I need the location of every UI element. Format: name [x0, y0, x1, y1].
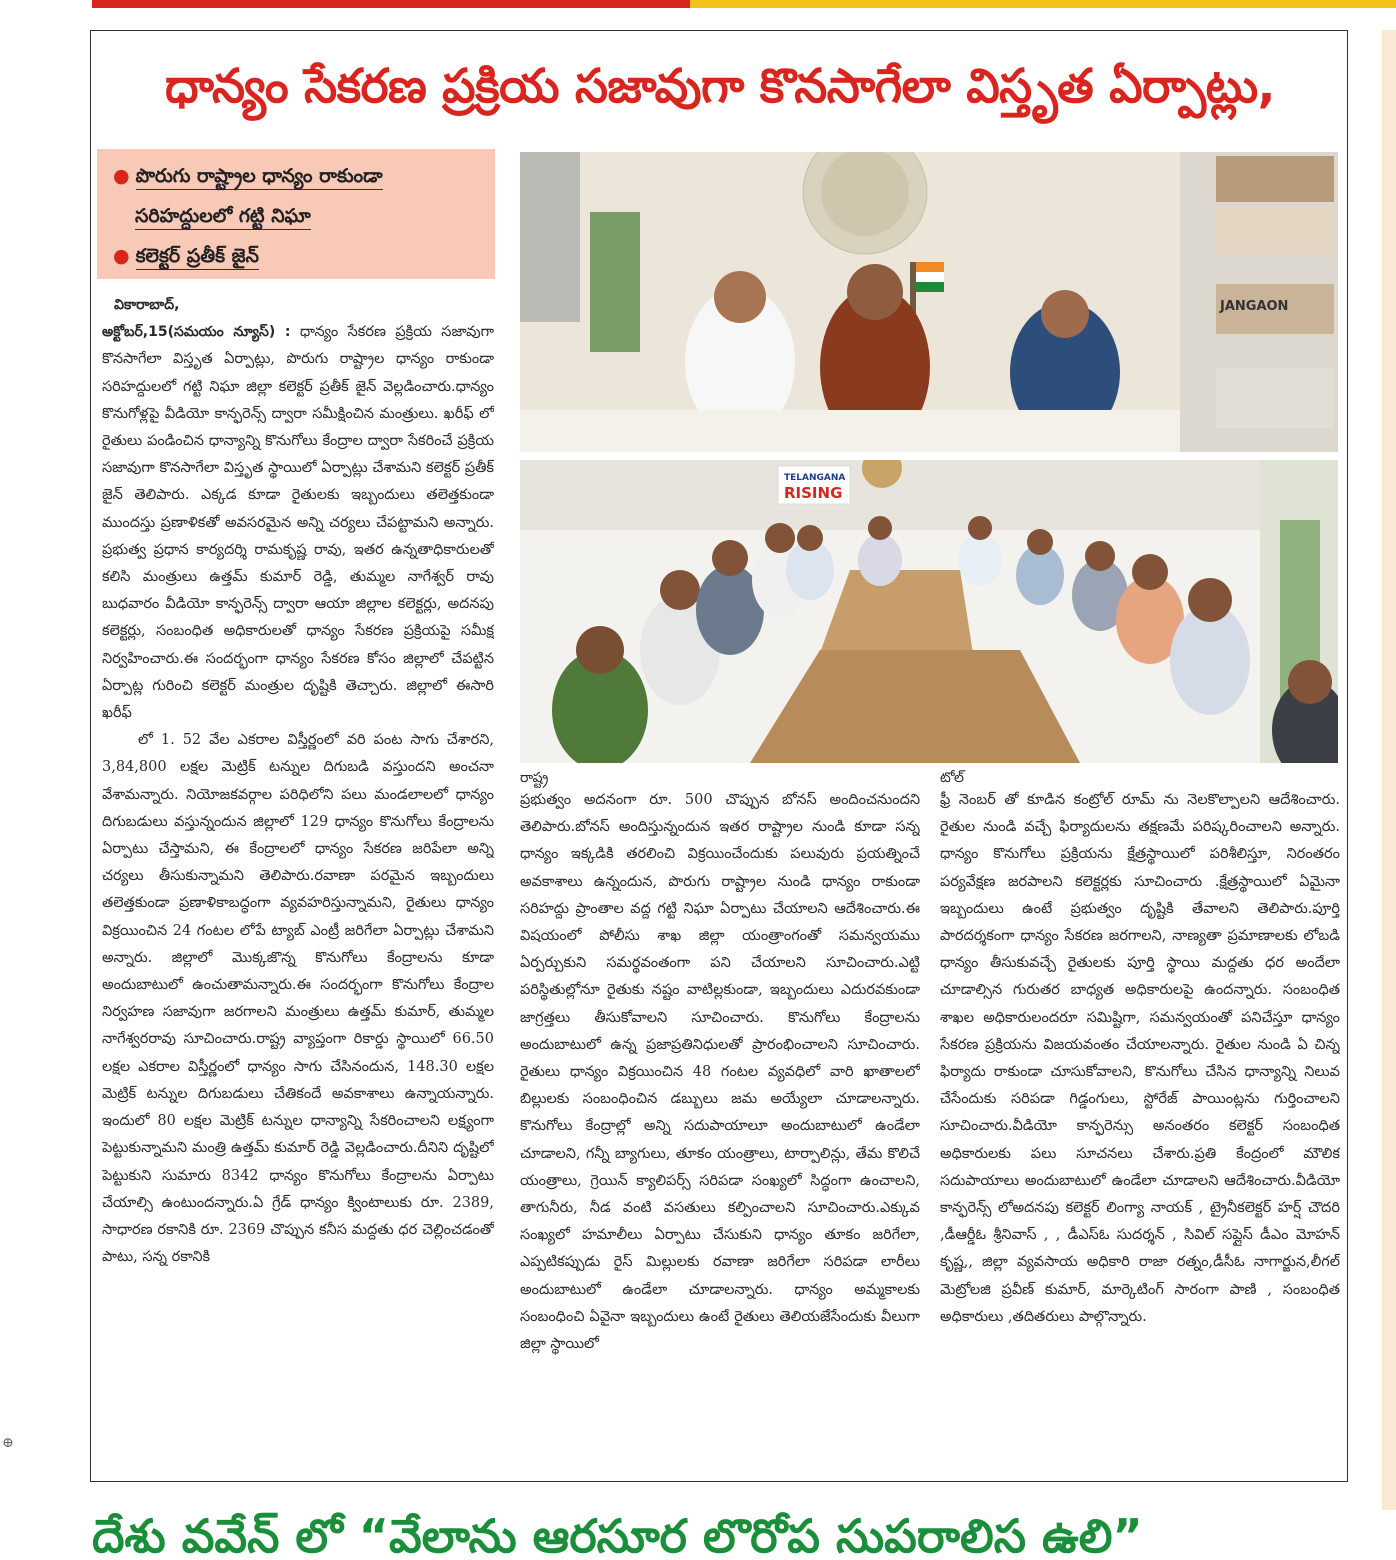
meeting-room-photo: [520, 460, 1338, 763]
article-column-3: [940, 769, 1340, 1479]
photo2-banner-bottom: RISING: [784, 484, 843, 502]
column1-body-text: లో 1. 52 వేల ఎకరాల విస్తీర్ణంలో వరి పంట సాగు చేశారని, 3,84,800 లక్షల మెట్రిక్ టన్నుల దిగుబడి వస్తుందని అంచనా వేశామన్నారు. నియోజకవర్గాల పరిధిలోని పలు మండలాలలో ధాన్యం దిగుబడులు వస్తున్నందున జిల్లాలో 129 ధాన్యం కొనుగోలు కేంద్రాలను ఏర్పాటు చేస్తామని, ఈ కేంద్రాలలో ధాన్యం సేకరణ జరిపేలా అన్ని చర్యలు తీసుకున్నామని తెలిపారు.రవాణా పరమైన ఇబ్బందులు తలెత్తకుండా ప్రణాళికాబద్ధంగా వ్యవహరిస్తున్నామని, రైతులు ధాన్యం విక్రయించిన 24 గంటల లోపే ట్యాబ్ ఎంట్రీ జరిగేలా ఏర్పాట్లు చేశామని అన్నారు. జిల్లాలో మొక్కజొన్న కొనుగోలు కేంద్రాలను కూడా అందుబాటులో ఉంచుతామన్నారు.ఈ సందర్భంగా కొనుగోలు కేంద్రాల నిర్వహణ సజావుగా జరగాలని మంత్రులు ఉత్తమ్ కుమార్, తుమ్మల నాగేశ్వరరావు సూచించారు.రాష్ట్ర వ్యాప్తంగా రికార్డు స్థాయిలో 66.50 లక్షల ఎకరాల విస్తీర్ణంలో ధాన్యం సాగు చేసినందున, 148.30 లక్షల మెట్రిక్ టన్నుల దిగుబడులు చేతికందే అవకాశాలు ఉన్నాయన్నారు. ఇందులో 80 లక్షల మెట్రిక్ టన్నుల ధాన్యాన్ని సేకరించాలని లక్ష్యంగా పెట్టుకున్నామని మంత్రి ఉత్తమ్ కుమార్ రెడ్డి వెల్లడించారు.దీనిని దృష్టిలో పెట్టుకుని సుమారు 8342 ధాన్యం కొనుగోలు కేంద్రాలను ఏర్పాటు చేయాల్సి ఉంటుందన్నారు.ఏ గ్రేడ్ ధాన్యం క్వింటాలుకు రూ. 2389, సాధారణ రకానికి రూ. 2369 చొప్పున కనీస మద్దతు ధర చెల్లించడంతో పాటు, సన్న రకానికి: [102, 732, 494, 1266]
highlight-item: ● పొరుగు రాష్ట్రాల ధాన్యం రాకుండా: [113, 157, 485, 197]
highlights-box: [97, 149, 495, 279]
bullet-icon: ●: [113, 245, 130, 267]
highlight-item: సరిహద్దులలో గట్టి నిఘా: [113, 197, 485, 237]
photo2-banner-top: TELANGANA: [784, 473, 846, 483]
article-column-2: [520, 769, 920, 1479]
column2-carryover: రాష్ట్ర: [520, 770, 549, 786]
bullet-icon: ●: [113, 165, 130, 187]
top-red-stripe: [92, 0, 702, 8]
article-column-1: [102, 292, 494, 1482]
video-conference-photo: [520, 152, 1338, 452]
photo1-screen-label: JANGAON: [1220, 299, 1289, 314]
article-headline: ధాన్యం సేకరణ ప్రక్రియ సజావుగా కొనసాగేలా విస్తృత ఏర్పాట్లు,: [165, 59, 1275, 114]
top-yellow-stripe: [690, 0, 1396, 8]
dateline-place: వికారాబాద్,: [114, 297, 180, 313]
column3-carryover: టోల్: [940, 770, 964, 786]
column3-body-text: ఫ్రీ నెంబర్ తో కూడిన కంట్రోల్ రూమ్ ను నెలకొల్పాలని ఆదేశించారు. రైతుల నుండి వచ్చే ఫిర్యాదులను తక్షణమే పరిష్కరించాలని అన్నారు. ధాన్యం కొనుగోలు ప్రక్రియను క్షేత్రస్థాయిలో పరిశీలిస్తూ, నిరంతరం పర్యవేక్షణ జరపాలని కలెక్టర్లకు సూచించారు .క్షేత్రస్థాయిలో ఏమైనా ఇబ్బందులు ఉంటే ప్రభుత్వం దృష్టికి తేవాలని తెలిపారు.పూర్తి పారదర్శకంగా ధాన్యం సేకరణ జరగాలని, నాణ్యతా ప్రమాణాలకు లోబడి ధాన్యం తీసుకువచ్చే రైతులకు పూర్తి స్థాయి మద్దతు ధర అందేలా చూడాల్సిన గురుతర బాధ్యత అధికారులపై ఉందన్నారు. సంబంధిత శాఖల అధికారులందరూ సమిష్టిగా, సమన్వయంతో పనిచేస్తూ ధాన్యం సేకరణ ప్రక్రియను విజయవంతం చేయాలన్నారు. రైతుల నుండి ఏ చిన్న ఫిర్యాదు రాకుండా చూసుకోవాలని, కొనుగోలు చేసిన ధాన్యాన్ని నిలువ చేసేందుకు సరిపడా గిడ్డంగులు, స్టోరేజ్ పాయింట్లను గుర్తించాలని సూచించారు.వీడియో కాన్ఫరెన్సు అనంతరం కలెక్టర్ సంబంధిత అధికారులకు పలు సూచనలు చేశారు.ప్రతి కేంద్రంలో మౌలిక సదుపాయాలు అందుబాటులో ఉండేలా చూడాలని ఆదేశించారు.వీడియో కాన్ఫరెన్స్ లోఅదనపు కలెక్టర్ లింగ్యా నాయక్ , ట్రైనీకలెక్టర్ హర్ష్ చౌదరి ,డీఆర్డీఓ శ్రీనివాస్ , , డీఎస్ఓ సుదర్శన్ , సివిల్ సప్లైస్ డీఎం మోహన్ కృష్ణ,, జిల్లా వ్యవసాయ అధికారి రాజా రత్నం,డీసీఓ నాగార్జున,లీగల్ మెట్రోలజి ప్రవీణ్ కుమార్, మార్కెటింగ్ సారంగా పాణి , సంబంధిత అధికారులు ,తదితరులు పాల్గొన్నారు.: [940, 792, 1340, 1325]
next-article-headline: దేశు వవేన్ లో “వేలాను ఆరసూర లొరోప సుపరాలిస ఉలి”: [92, 1509, 1143, 1560]
registration-mark-icon: ⊕: [2, 1435, 14, 1451]
top-color-bar: [0, 0, 1396, 8]
dateline-date: అక్టోబర్,15(సమయం న్యూస్) :: [102, 324, 291, 341]
column2-body-text: ప్రభుత్వం అదనంగా రూ. 500 చొప్పున బోనస్ అందించనుందని తెలిపారు.బోనస్ అందిస్తున్నందున ఇతర రాష్ట్రాల నుండి కూడా సన్న ధాన్యం ఇక్కడికి తరలించి విక్రయించేందుకు పలువురు ప్రయత్నించే అవకాశాలు ఉన్నందున, పొరుగు రాష్ట్రాల నుండి ధాన్యం రాకుండా సరిహద్దు ప్రాంతాల వద్ద గట్టి నిఘా ఏర్పాటు చేయాలని ఆదేశించారు.ఈ విషయంలో పోలీసు శాఖ జిల్లా యంత్రాంగంతో సమన్వయము ఏర్పర్చుకుని సమర్థవంతంగా పని చేయాలని సూచించారు.ఎట్టి పరిస్థితుల్లోనూ రైతుకు నష్టం వాటిల్లకుండా, ఇబ్బందులు ఎదురవకుండా జాగ్రత్తలు తీసుకోవాలని సూచించారు. కొనుగోలు కేంద్రాలను అందుబాటులో ఉన్న ప్రజాప్రతినిధులతో ప్రారంభించాలని సూచించారు. రైతులు ధాన్యం విక్రయించిన 48 గంటల వ్యవధిలో వారి ఖాతాలలో బిల్లులకు సంబంధించిన డబ్బులు జమ అయ్యేలా చూడాలన్నారు. కొనుగోలు కేంద్రాల్లో అన్ని సదుపాయాలూ అందుబాటులో ఉండేలా చూడాలని, గన్నీ బ్యాగులు, తూకం యంత్రాలు, టార్పాలిన్లు, తేమ కొలిచే యంత్రాలు, గ్రెయిన్ క్యాలిపర్స్ సరిపడా సంఖ్యలో సిద్ధంగా ఉంచాలని, తాగునీరు, నీడ వంటి వసతులు కల్పించాలని సూచించారు.ఎక్కువ సంఖ్యలో హమాలీలు ఏర్పాటు చేసుకుని ధాన్యం తూకం జరిగేలా, ఎప్పటికప్పుడు రైస్ మిల్లులకు రవాణా జరిగేలా సరిపడా లారీలు అందుబాటులో ఉండేలా చూడాలన్నారు. ధాన్యం అమ్మకాలకు సంబంధించి ఏవైనా ఇబ్బందులు ఉంటే రైతులు తెలియజేసేందుకు వీలుగా జిల్లా స్థాయిలో: [520, 792, 920, 1353]
column1-lead-text: ధాన్యం సేకరణ ప్రక్రియ సజావుగా కొనసాగేలా విస్తృత ఏర్పాట్లు, పొరుగు రాష్ట్రాల ధాన్యం రాకుండా సరిహద్దులలో గట్టి నిఘా జిల్లా కలెక్టర్ ప్రతీక్ జైన్ వెల్లడించారు.ధాన్యం కొనుగోళ్లపై వీడియో కాన్ఫరెన్స్ ద్వారా సమీక్షించిన మంత్రులు. ఖరీఫ్ లో రైతులు పండించిన ధాన్యాన్ని కొనుగోలు కేంద్రాల ద్వారా సేకరించే ప్రక్రియ సజావుగా కొనసాగేలా విస్తృత స్థాయిలో ఏర్పాట్లు చేశామని కలెక్టర్ ప్రతీక్ జైన్ తెలిపారు. ఎక్కడ కూడా రైతులకు ఇబ్బందులు తలెత్తకుండా ముందస్తు ప్రణాళికతో అవసరమైన అన్ని చర్యలు చేపట్టామని అన్నారు. ప్రభుత్వ ప్రధాన కార్యదర్శి రామకృష్ణ రావు, ఇతర ఉన్నతాధికారులతో కలిసి మంత్రులు ఉత్తమ్ కుమార్ రెడ్డి, తుమ్మల నాగేశ్వర్ రావు బుధవారం వీడియో కాన్ఫరెన్స్ ద్వారా ఆయా జిల్లాల కలెక్టర్లు, అదనపు కలెక్టర్లు, సంబంధిత అధికారులతో ధాన్యం సేకరణ ప్రక్రియపై సమీక్ష నిర్వహించారు.ఈ సందర్భంగా ధాన్యం సేకరణ కోసం జిల్లాలో చేపట్టిన ఏర్పాట్ల గురించి కలెక్టర్ మంత్రుల దృష్టికి తెచ్చారు. జిల్లాలో ఈసారి ఖరీఫ్: [102, 324, 494, 722]
highlight-item: ● కలెక్టర్ ప్రతీక్ జైన్: [113, 237, 485, 277]
page-edge-strip: [1382, 30, 1396, 1510]
